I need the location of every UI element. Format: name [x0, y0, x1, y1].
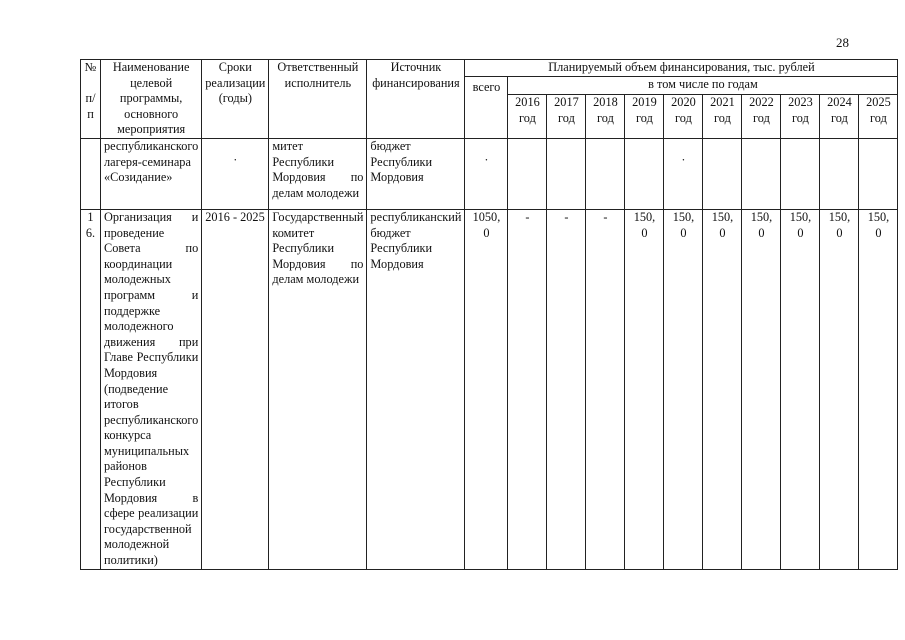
header-year: 2019 год: [625, 94, 664, 138]
row-year-value: 150, 0: [664, 209, 703, 569]
scan-dot: ·: [233, 152, 238, 167]
table-row: [81, 138, 898, 209]
row-year-value: -: [586, 209, 625, 569]
row-year-value: 150, 0: [859, 209, 898, 569]
row-total: [465, 138, 508, 209]
header-year: 2020 год: [664, 94, 703, 138]
header-year: 2023 год: [781, 94, 820, 138]
row-year-value: [781, 138, 820, 209]
row-year-value: [859, 138, 898, 209]
row-year-value: [586, 138, 625, 209]
header-by-years: в том числе по годам: [508, 76, 898, 94]
row-year-value: 150, 0: [820, 209, 859, 569]
header-terms: Сроки реализации (годы): [202, 60, 269, 139]
header-source: Источник финансирования: [367, 60, 465, 139]
header-year: 2024 год: [820, 94, 859, 138]
header-total: всего: [465, 76, 508, 138]
header-planned: Планируемый объем финансирования, тыс. рублей: [465, 60, 898, 77]
header-name: Наименование целевой программы, основного мероприятия: [101, 60, 202, 139]
row-year-value: [664, 138, 703, 209]
row-executor: митет Республики Мордовия по делам молодежи: [269, 138, 367, 209]
row-executor: Государственный комитет Республики Мордовия по делам молодежи: [269, 209, 367, 569]
row-year-value: -: [547, 209, 586, 569]
row-year-value: [508, 138, 547, 209]
header-year: 2021 год: [703, 94, 742, 138]
row-year-value: [547, 138, 586, 209]
table-row: [81, 209, 898, 569]
scan-dot: ·: [681, 152, 686, 167]
row-name: республиканского лагеря-семинара «Созидание»: [101, 138, 202, 209]
row-num: 1 6.: [81, 209, 101, 569]
scan-dot: ·: [484, 152, 489, 167]
header-year: 2016 год: [508, 94, 547, 138]
row-year-value: 150, 0: [625, 209, 664, 569]
header-year: 2022 год: [742, 94, 781, 138]
row-year-value: 150, 0: [781, 209, 820, 569]
page-number: 28: [836, 35, 849, 50]
row-terms: [202, 138, 269, 209]
header-year: 2025 год: [859, 94, 898, 138]
header-executor: Ответственный исполнитель: [269, 60, 367, 139]
row-year-value: [703, 138, 742, 209]
row-year-value: 150, 0: [742, 209, 781, 569]
row-year-value: [820, 138, 859, 209]
header-year: 2017 год: [547, 94, 586, 138]
row-source: бюджет Республики Мордовия: [367, 138, 465, 209]
row-year-value: -: [508, 209, 547, 569]
financing-table: [80, 59, 898, 570]
row-terms: 2016 - 2025: [202, 209, 269, 569]
row-year-value: 150, 0: [703, 209, 742, 569]
header-year: 2018 год: [586, 94, 625, 138]
row-year-value: [742, 138, 781, 209]
row-year-value: [625, 138, 664, 209]
header-num: № п/ п: [81, 60, 101, 139]
row-total: 1050, 0: [465, 209, 508, 569]
row-name: Организация и проведение Совета по координации молодежных программ и поддержке молодежного движения при Главе Республики Мордовия (подведение итогов республиканского конкурса муниципальных районов Республики Мордовия в сфере реализации государственной молодежной политики): [101, 209, 202, 569]
row-source: республиканский бюджет Республики Мордовия: [367, 209, 465, 569]
row-num: [81, 138, 101, 209]
